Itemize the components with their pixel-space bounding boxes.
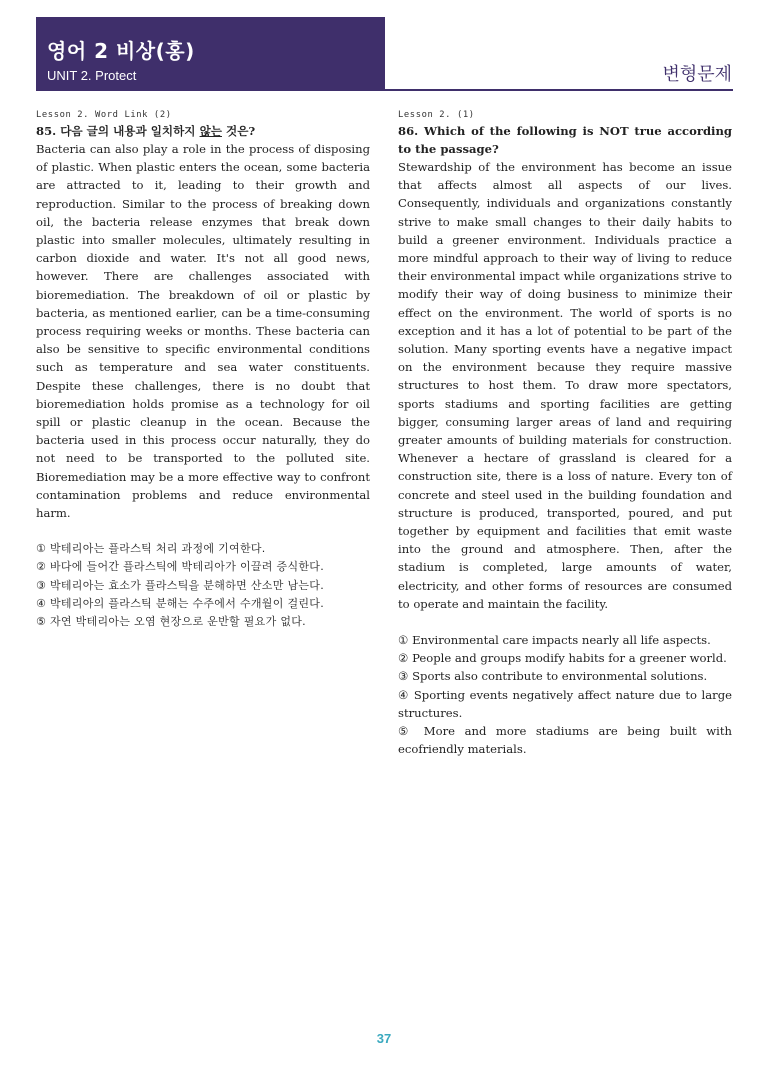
passage-86: Stewardship of the environment has become an issue that affects almost all aspects of our lives. Consequently, individuals and organizations constantly strive to make small changes to their daily habits to build a greener environment. Individuals practice a more mindful approach to their way of living to reduce their environmental impact while organizations strive to modify their way of doing business to minimize their effect on the environment. The world of sports is no exception and it has a lot of potential to be part of the solution. Many sporting events have a negative impact on the environment because they require massive structures to host them. To draw more spectators, sports stadiums and sporting facilities are getting bigger, consuming larger areas of land and requiring greater amounts of building materials for construction. Whenever a hectare of grassland is cleared for a construction site, there is a loss of nature. Every ton of concrete and steel used in the building foundation and structure is produced, transported, poured, and put together by equipment and facilities that emit waste into the ground and atmosphere. Then, after the stadium is completed, large amounts of water, electricity, and other forms of resources are consumed to operate and maintain the facility. (398, 160, 732, 611)
option-3: ③ Sports also contribute to environmental solutions. (398, 669, 708, 684)
header-rule (385, 89, 733, 91)
question-prefix: 85. 다음 글의 내용과 일치하지 (36, 124, 200, 138)
option-2: ② 바다에 들어간 플라스틱에 박테리아가 이끌려 증식한다. (36, 560, 325, 574)
book-title: 영어 2 비상(홍) (47, 39, 195, 63)
option-5: ⑤ 자연 박테리아는 오염 현장으로 운반할 필요가 없다. (36, 615, 306, 629)
header-banner (36, 17, 385, 91)
question-86-stem: 86. Which of the following is NOT true according to the passage? (398, 124, 732, 156)
question-suffix: 것은? (221, 124, 256, 138)
options-85 (36, 540, 370, 631)
option-4: ④ Sporting events negatively affect nature due to large structures. (398, 687, 732, 720)
section-label: 변형문제 (662, 64, 732, 85)
passage-85: Bacteria can also play a role in the process of disposing of plastic. When plastic enters the ocean, some bacteria are attracted to it, leading to their growth and reproduction. Similar to the process of breaking down oil, the bacteria release enzymes that break down plastic into smaller molecules, ultimately resulting in carbon dioxide and water. It's not all good news, however. There are challenges associated with bioremediation. The breakdown of oil or plastic by bacteria, as mentioned earlier, can be a time-consuming process requiring weeks or months. These bacteria can also be sensitive to specific environmental conditions such as temperature and sea water constituents. Despite these challenges, there is no doubt that bioremediation holds promise as a technology for oil spill or plastic cleanup in the ocean. Because the bacteria used in this process occur naturally, they do not need to be transported to the polluted site. Bioremediation may be a more effective way to confront contamination problems and reduce environmental harm. (36, 142, 370, 521)
option-1: ① Environmental care impacts nearly all life aspects. (398, 633, 711, 648)
option-1: ① 박테리아는 플라스틱 처리 과정에 기여한다. (36, 542, 266, 556)
option-2: ② People and groups modify habits for a greener world. (398, 651, 727, 666)
question-86-column (398, 108, 732, 759)
page-number: 37 (376, 1031, 392, 1046)
lesson-label: Lesson 2. (1) (398, 110, 475, 120)
unit-subtitle: UNIT 2. Protect (47, 68, 137, 83)
lesson-label: Lesson 2. Word Link (2) (36, 110, 172, 120)
option-5: ⑤ More and more stadiums are being built with ecofriendly materials. (398, 724, 732, 757)
options-86 (398, 631, 732, 758)
question-85-column (36, 108, 370, 631)
option-3: ③ 박테리아는 효소가 플라스틱을 분해하면 산소만 남는다. (36, 578, 325, 592)
question-85-stem (36, 122, 370, 140)
option-4: ④ 박테리아의 플라스틱 분해는 수주에서 수개월이 걸린다. (36, 596, 325, 610)
question-underlined: 않는 (199, 124, 222, 138)
